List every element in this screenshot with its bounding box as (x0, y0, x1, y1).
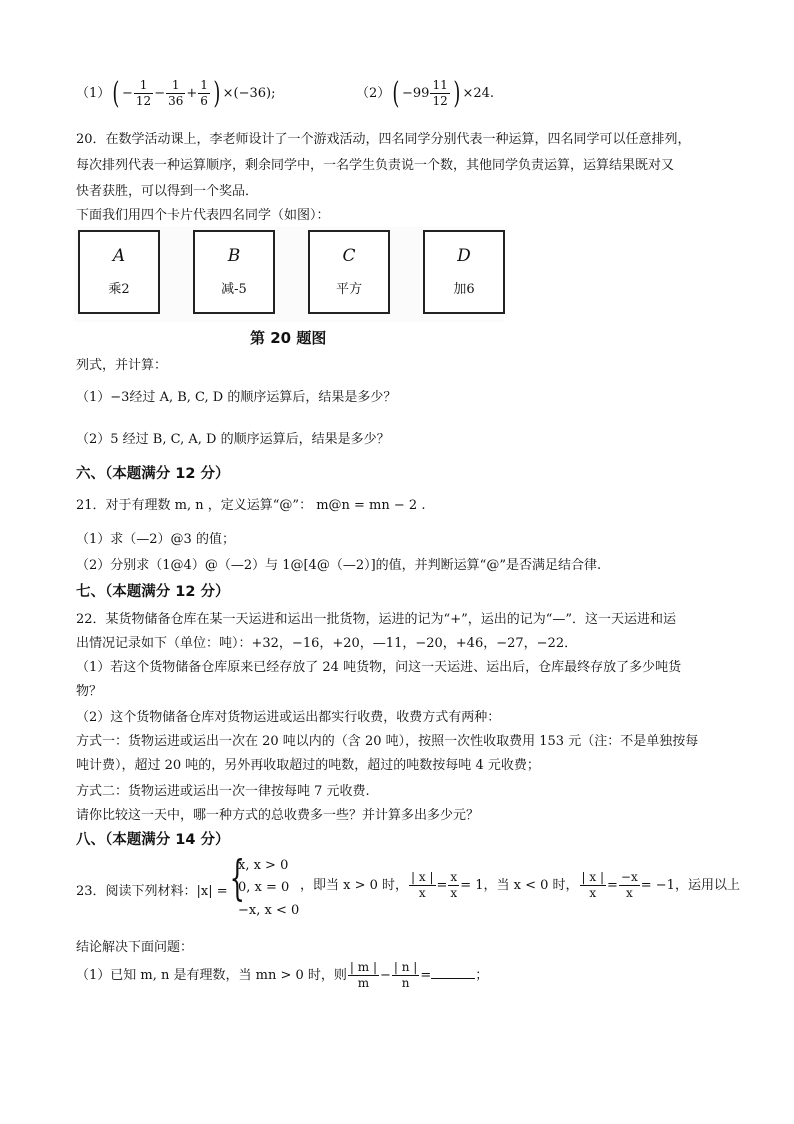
case-positive: x, x > 0 (238, 858, 289, 873)
q23-lead: 23．阅读下列材料：|x| = (76, 884, 228, 899)
q22-part1a: （1）若这个货物储备仓库原来已经存放了 24 吨货物，问这一天运进、运出后，仓库最终存放了多少吨货 (76, 660, 682, 675)
q20-line1: 20．在数学活动课上，李老师设计了一个游戏活动，四名同学分别代表一种运算，四名同学可以任意排列， (76, 132, 691, 147)
fraction: $\frac{| n |}{n}$ (393, 960, 418, 990)
fraction: $\frac{-x}{x}$ (620, 870, 638, 900)
q20-instruction: 列式，并计算： (76, 358, 168, 373)
q20-line3: 快者获胜，可以得到一个奖品． (76, 184, 259, 199)
q20-part2: （2）5 经过 B, C, A, D 的顺序运算后，结果是多少？ (76, 432, 390, 447)
card-a: A 乘2 (78, 230, 160, 314)
q23-statement: ，即当 x > 0 时， $\frac{| x |}{x}$ = $\frac{x}{x}$ = 1，当 x < 0 时， $\frac{| x |}{x}$ = $\frac{-x}{x}$ = −1，运用以上 (300, 870, 740, 900)
q22-method1a: 方式一：货物运进或运出一次在 20 吨以内的（含 20 吨），按照一次性收取费用 153 元（注：不是单独按每 (76, 734, 699, 749)
card-d: D 加6 (423, 230, 505, 314)
q20-line2: 每次排列代表一种运算顺序，剩余同学中，一名学生负责说一个数，其他同学负责运算，运算结果既对又 (76, 158, 675, 173)
case-zero: 0, x = 0 (238, 880, 290, 895)
fraction: $\frac{1}{12}$ (135, 78, 152, 108)
q22-ask: 请你比较这一天中，哪一种方式的总收费多一些？并计算多出多少元？ (76, 808, 480, 823)
right-paren: ) (213, 76, 221, 111)
section-title-7: 七、（本题满分 12 分） (76, 584, 230, 600)
q21-part2: （2）分别求（1@4）@（—2）与 1@[4@（—2）]的值，并判断运算“@”是否满足结合律. (76, 558, 602, 573)
q22-line1: 22．某货物储备仓库在某一天运进和运出一批货物，运进的记为“+”，运出的记为“—”．这一天运进和运 (76, 612, 677, 627)
q22-method2: 方式二：货物运进或运出一次一律按每吨 7 元收费. (76, 784, 370, 799)
q23-line2: 结论解决下面问题： (76, 940, 194, 955)
answer-blank[interactable] (431, 966, 475, 979)
q19-part2: （2）( −99 $\frac{11}{12}$ ) ×24. (356, 76, 495, 111)
fraction: $\frac{1}{6}$ (200, 78, 208, 108)
q20-part1: （1）−3经过 A, B, C, D 的顺序运算后，结果是多少？ (76, 390, 397, 405)
left-paren: ( (392, 76, 400, 111)
q21-part1: （1）求（—2）@3 的值； (76, 532, 235, 547)
fraction: $\frac{| m |}{m}$ (349, 960, 377, 990)
fraction: $\frac{x}{x}$ (450, 870, 458, 900)
q22-line2: 出情况记录如下（单位：吨）：+32，−16，+20，—11，−20，+46，−27，−22． (76, 636, 578, 651)
fraction: $\frac{11}{12}$ (432, 78, 448, 108)
section-title-8: 八、（本题满分 14 分） (76, 832, 230, 848)
fraction: $\frac{| x |}{x}$ (581, 870, 605, 900)
section-title-6: 六、（本题满分 12 分） (76, 466, 230, 482)
brace: { (229, 850, 245, 906)
figure-caption: 第 20 题图 (250, 329, 327, 347)
right-paren: ) (453, 76, 461, 111)
q21-line1: 21．对于有理数 m, n ，定义运算“@”： m@n = mn − 2 . (76, 498, 426, 513)
q22-part1b: 物？ (76, 684, 103, 699)
card-c: C 平方 (308, 230, 390, 314)
q19-part1: （1）( − $\frac{1}{12}$ − $\frac{1}{36}$ + $\frac{1}{6}$ ) ×(−36); (76, 76, 276, 111)
card-b: B 减-5 (193, 230, 275, 314)
q20-line4: 下面我们用四个卡片代表四名同学（如图）： (76, 208, 330, 223)
fraction: $\frac{| x |}{x}$ (411, 870, 434, 900)
left-paren: ( (112, 76, 120, 111)
case-negative: −x, x < 0 (238, 903, 300, 918)
q23-part1: （1）已知 m, n 是有理数，当 mn > 0 时，则 $\frac{| m |}{m}$ − $\frac{| n |}{n}$ = ； (76, 960, 489, 990)
fraction: $\frac{1}{36}$ (168, 78, 184, 108)
q22-part2: （2）这个货物储备仓库对货物运进或运出都实行收费，收费方式有两种： (76, 710, 501, 725)
q22-method1b: 吨计费），超过 20 吨的，另外再收取超过的吨数，超过的吨数按每吨 4 元收费； (76, 758, 540, 773)
